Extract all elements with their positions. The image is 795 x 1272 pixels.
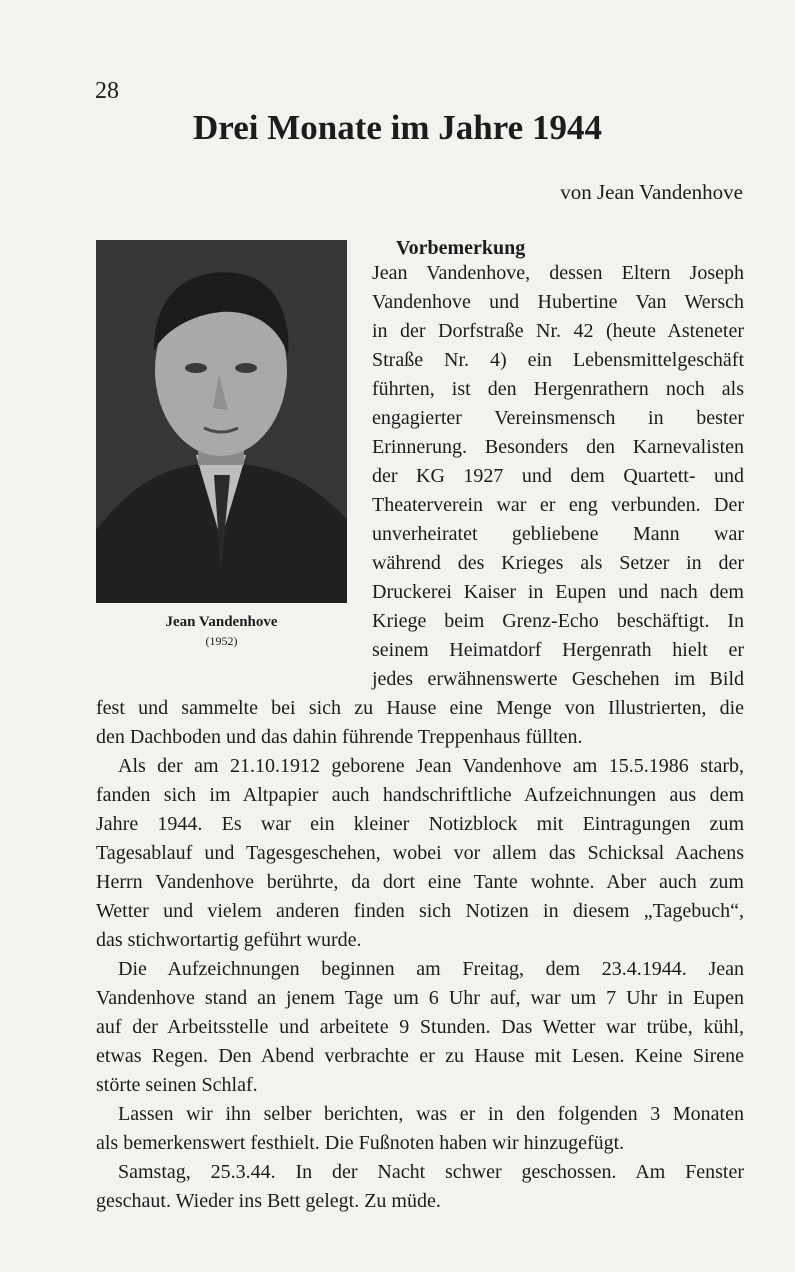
text-line: unverheiratet gebliebene Mann war [372, 523, 744, 545]
text-line: Herrn Vandenhove berührte, da dort eine Tante wohnte. Aber auch zum [96, 871, 744, 893]
text-line: Erinnerung. Besonders den Karnevalisten [372, 436, 744, 458]
text-line: den Dachboden und das dahin führende Treppenhaus füllten. [96, 726, 583, 748]
text-line: geschaut. Wieder ins Bett gelegt. Zu müde. [96, 1190, 441, 1212]
text-line: Straße Nr. 4) ein Lebensmittelgeschäft [372, 349, 744, 371]
page-number: 28 [95, 78, 119, 104]
text-line: Tagesablauf und Tagesgeschehen, wobei vor allem das Schicksal Aachens [96, 842, 744, 864]
text-line: etwas Regen. Den Abend verbrachte er zu Hause mit Lesen. Keine Sirene [96, 1045, 744, 1067]
text-line: Lassen wir ihn selber berichten, was er in den folgenden 3 Monaten [118, 1103, 744, 1125]
portrait-photo [96, 240, 347, 603]
text-line: Vandenhove stand an jenem Tage um 6 Uhr auf, war um 7 Uhr in Eupen [96, 987, 744, 1009]
text-line: das stichwortartig geführt wurde. [96, 929, 362, 951]
text-line: während des Krieges als Setzer in der [372, 552, 744, 574]
text-line: Die Aufzeichnungen beginnen am Freitag, dem 23.4.1944. Jean [118, 958, 744, 980]
text-line: Jean Vandenhove, dessen Eltern Joseph [372, 262, 744, 284]
text-line: Jahre 1944. Es war ein kleiner Notizblock mit Eintragungen zum [96, 813, 744, 835]
text-line: seinem Heimatdorf Hergenrath hielt er [372, 639, 744, 661]
article-author: von Jean Vandenhove [560, 180, 743, 204]
text-line: der KG 1927 und dem Quartett- und [372, 465, 744, 487]
article-title: Drei Monate im Jahre 1944 [193, 108, 602, 147]
text-line: als bemerkenswert festhielt. Die Fußnoten haben wir hinzugefügt. [96, 1132, 625, 1154]
photo-caption-name: Jean Vandenhove [165, 614, 278, 630]
text-line: Als der am 21.10.1912 geborene Jean Vandenhove am 15.5.1986 starb, [118, 755, 744, 777]
text-line: fanden sich im Altpapier auch handschriftliche Aufzeichnungen aus dem [96, 784, 744, 806]
text-line: Samstag, 25.3.44. In der Nacht schwer geschossen. Am Fenster [118, 1161, 744, 1183]
text-line: auf der Arbeitsstelle und arbeitete 9 Stunden. Das Wetter war trübe, kühl, [96, 1016, 744, 1038]
text-line: Wetter und vielem anderen finden sich Notizen in diesem „Tagebuch“, [96, 900, 744, 922]
section-heading: Vorbemerkung [396, 237, 526, 259]
photo-caption-year: (1952) [205, 634, 238, 648]
text-line: Theaterverein war er eng verbunden. Der [372, 494, 744, 516]
text-line: Kriege beim Grenz-Echo beschäftigt. In [372, 610, 744, 632]
text-line: Vandenhove und Hubertine Van Wersch [372, 291, 744, 313]
text-line: fest und sammelte bei sich zu Hause eine Menge von Illustrierten, die [96, 697, 744, 719]
text-line: jedes erwähnenswerte Geschehen im Bild [372, 668, 744, 690]
text-line: in der Dorfstraße Nr. 42 (heute Asteneter [372, 320, 744, 342]
text-line: engagierter Vereinsmensch in bester [372, 407, 744, 429]
text-line: Druckerei Kaiser in Eupen und nach dem [372, 581, 744, 603]
text-line: führten, ist den Hergenrathern noch als [372, 378, 744, 400]
text-line: störte seinen Schlaf. [96, 1074, 258, 1096]
